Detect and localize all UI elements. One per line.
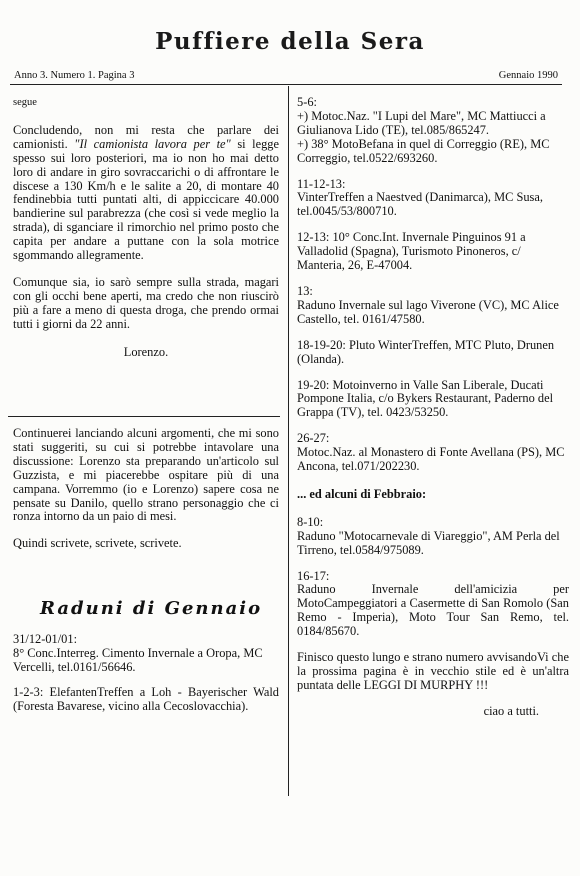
section-title-raduni-gennaio: Raduni di Gennaio [40,598,263,619]
raduno-entry: Raduno Invernale sul lago Viverone (VC), MC Alice Castello, tel. 0161/47580. [297,297,559,326]
closing-note: Finisco questo lungo e strano numero avvisandoVi che la prossima pagina è in vecchio stile ed è un'altra puntata delle LEGGI DI MURPHY !!! [297,650,569,692]
left-column-upper [13,96,279,360]
left-column-lower [13,427,279,551]
raduno-entry: Raduno Invernale dell'amicizia per MotoCampeggiatori a Casermette di San Romolo (San Remo - Imperia), Moto Tour San Remo, tel. 0184/85670. [297,582,569,639]
raduno-date: 8-10: [297,514,324,529]
issue-info: Anno 3. Numero 1. Pagina 3 [14,70,135,81]
section-rule [8,416,280,417]
raduno-date: 31/12-01/01: [13,632,78,646]
paragraph-argomenti: Continuerei lanciando alcuni argomenti, che mi sono stati suggeriti, su cui si potrebbe intavolare una discussione: Lorenzo sta preparando un'articolo sul Guzzista, e mi piacerebbe ospitare più di una campana. Vorremmo (io e Lorenzo) sapere cosa ne pensate su Danilo, quello strano personaggio che ci ronza intorno da un paio di mesi. [13,426,279,524]
raduno-entry: +) Motoc.Naz. "I Lupi del Mare", MC Mattiucci a Giulianova Lido (TE), tel.085/865247. [297,108,546,137]
raduno-entry: 1-2-3: ElefantenTreffen a Loh - Bayerischer Wald (Foresta Bavarese, vicino alla Cecoslovacchia). [13,684,279,713]
column-divider [288,86,289,796]
signature-lorenzo: Lorenzo. [123,344,169,359]
paragraph-scrivete: Quindi scrivete, scrivete, scrivete. [13,536,182,551]
header-rule [10,84,562,85]
paragraph-camionisti [13,124,279,263]
paragraph-strada: Comunque sia, io sarò sempre sulla strada, magari con gli occhi bene aperti, ma credo che non riuscirò più a fare a meno di questa droga, che prendo ormai tutti i giorni da 22 anni. [13,274,279,331]
right-column [297,96,569,719]
paragraph-camionisti-b: si legge spesso sui loro posteriori, ma io non ho mai detto loro di andare in giro sovraccarichi o di affrontare le discese a 130 Km/h e le salite a 20, di montare 40 fendinebbia tutti puntati alti, di appiccicare 40.000 bandierine sul parabrezza (che così si vede meglio la strada), di sganciare il rimorchio nel primo posto che capita per andare a puttane con la sola motrice sgommando allegramente. [13,136,279,263]
raduno-date: 11-12-13: [297,176,346,191]
raduno-entry: 18-19-20: Pluto WinterTreffen, MTC Pluto, Drunen (Olanda). [297,337,555,366]
raduno-entry: +) 38° MotoBefana in quel di Correggio (RE), MC Correggio, tel.0522/693260. [297,136,550,165]
raduno-date: 13: [297,283,313,298]
raduno-date: 16-17: [297,568,330,583]
febbraio-heading: ... ed alcuni di Febbraio: [297,486,427,501]
masthead-title: Puffiere della Sera [155,28,425,55]
raduno-entry: 19-20: Motoinverno in Valle San Liberale, Ducati Pompone Italia, c/o Bykers Restaurant, Paderno del Grappa (TV), tel. 0423/53250. [297,377,554,420]
segue-label: segue [13,97,37,108]
issue-date: Gennaio 1990 [498,70,558,81]
raduno-entry: 12-13: 10° Conc.Int. Invernale Pinguinos 91 a Valladolid (Spagna), Turismoto Pinoneros, c/ Manteria, 26, E-47004. [297,230,526,273]
raduno-date: 26-27: [297,431,330,446]
raduno-entry: Raduno "Motocarnevale di Viareggio", AM Perla del Tirreno, tel.0584/975089. [297,528,560,557]
camionista-quote: "Il camionista lavora per te" [74,136,231,151]
raduno-date: 5-6: [297,95,317,109]
raduno-entry: Motoc.Naz. al Monastero di Fonte Avellana (PS), MC Ancona, tel.071/202230. [297,445,565,474]
raduno-entry: VinterTreffen a Naestved (Danimarca), MC Susa, tel.0045/53/800710. [297,190,543,219]
closing-greeting: ciao a tutti. [483,703,539,718]
left-column-raduni [13,633,279,714]
raduno-entry: 8° Conc.Interreg. Cimento Invernale a Oropa, MC Vercelli, tel.0161/56646. [13,645,263,674]
paragraph-camionisti-a: Concludendo, non mi resta che parlare dei camionisti. [13,122,279,151]
